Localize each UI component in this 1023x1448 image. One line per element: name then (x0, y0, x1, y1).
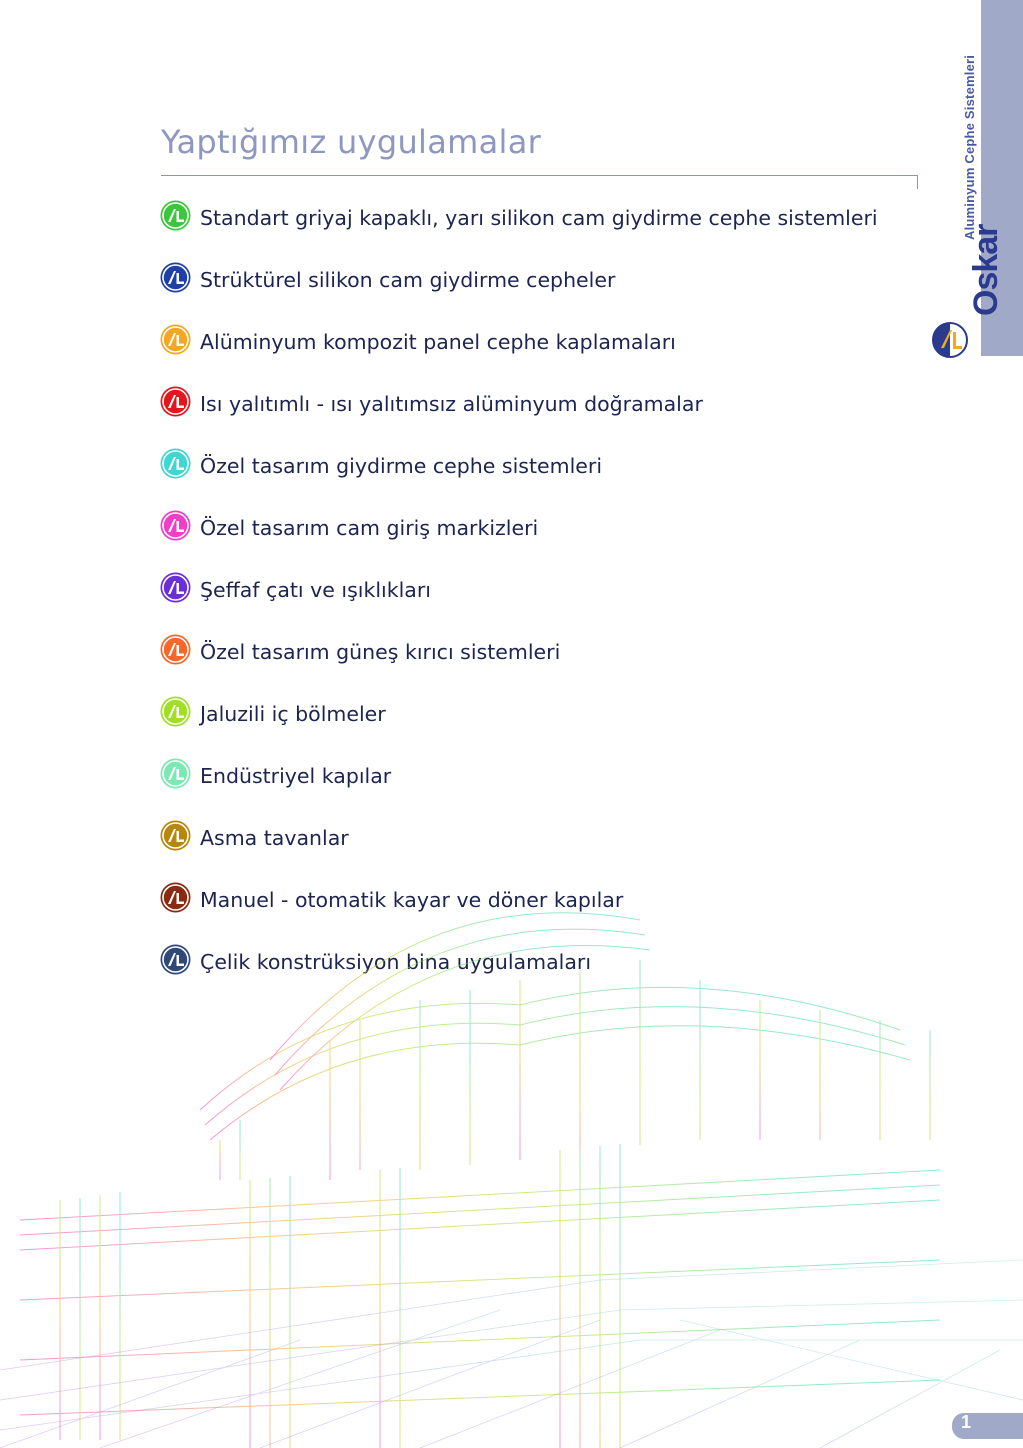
al-logo-icon (160, 696, 191, 727)
al-logo-icon (160, 386, 191, 417)
al-logo-icon (160, 200, 191, 231)
brand-name: Oskar (967, 224, 1005, 316)
al-logo-icon (160, 572, 191, 603)
list-item-label: Özel tasarım cam giriş markizleri (200, 516, 539, 540)
page-title: Yaptığımız uygulamalar (161, 123, 542, 161)
list-item-label: Strüktürel silikon cam giydirme cepheler (200, 268, 616, 292)
al-logo-icon (160, 324, 191, 355)
al-logo-icon (160, 262, 191, 293)
brand-tagline: Aluminyum Cephe Sistemleri (962, 54, 977, 240)
list-item-label: Jaluzili iç bölmeler (200, 702, 386, 726)
list-item-label: Özel tasarım güneş kırıcı sistemleri (200, 640, 561, 664)
list-item-label: Alüminyum kompozit panel cephe kaplamaları (200, 330, 676, 354)
list-item-label: Manuel - otomatik kayar ve döner kapılar (200, 888, 624, 912)
brand-logo-icon (932, 322, 968, 358)
list-item-label: Isı yalıtımlı - ısı yalıtımsız alüminyum doğramalar (200, 392, 703, 416)
list-item-label: Çelik konstrüksiyon bina uygulamaları (200, 950, 592, 974)
title-divider-end (917, 175, 918, 189)
list-item-label: Endüstriyel kapılar (200, 764, 392, 788)
list-item-label: Standart griyaj kapaklı, yarı silikon cam giydirme cephe sistemleri (200, 206, 878, 230)
al-logo-icon (160, 510, 191, 541)
list-item-label: Şeffaf çatı ve ışıklıkları (200, 578, 431, 602)
list-item-label: Asma tavanlar (200, 826, 349, 850)
list-item-label: Özel tasarım giydirme cephe sistemleri (200, 454, 603, 478)
title-divider (161, 175, 917, 176)
al-logo-icon (160, 758, 191, 789)
building-wireframe-illustration (0, 840, 1023, 1448)
page-number: 1 (961, 1412, 972, 1432)
al-logo-icon (160, 634, 191, 665)
al-logo-icon (160, 448, 191, 479)
